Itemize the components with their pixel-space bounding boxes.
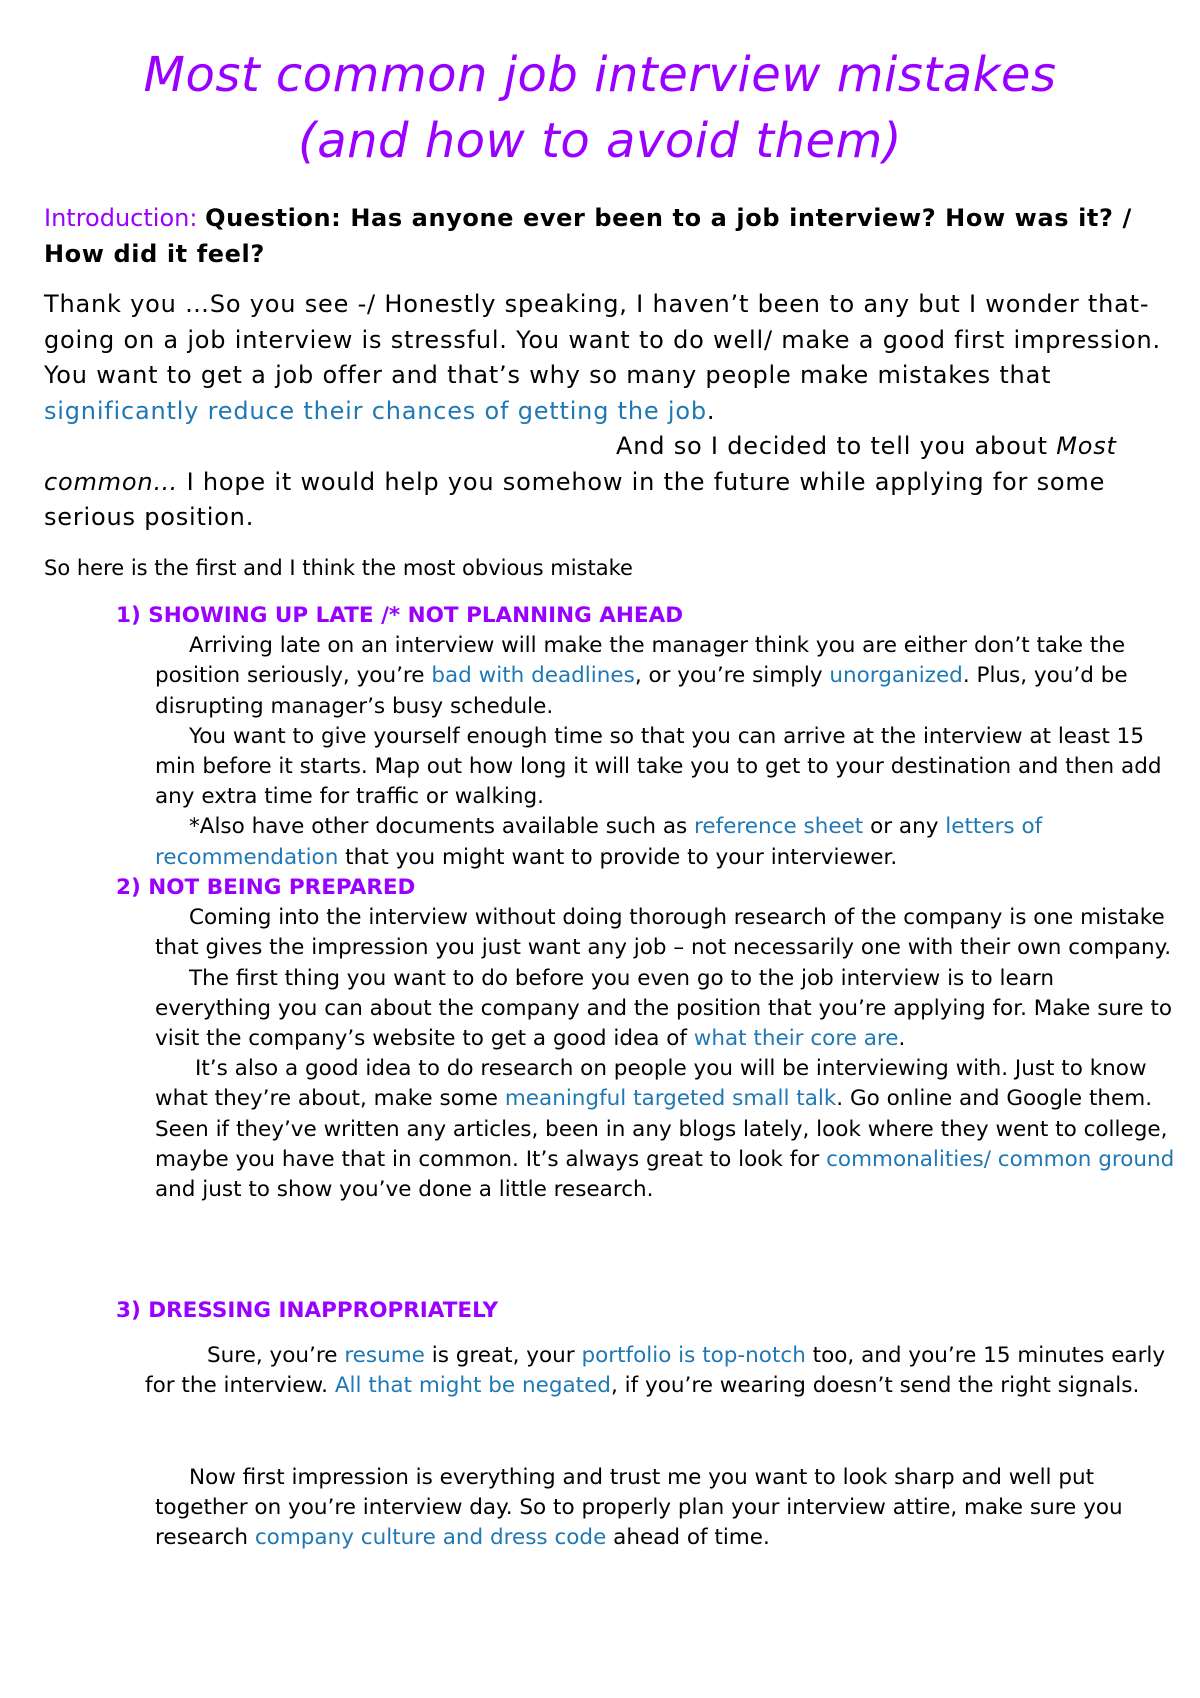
section-1-paragraph-2: You want to give yourself enough time so that you can arrive at the interview at least 15 min before it starts. Map out how long it will take you to get to your destination and then add any extra time for traffic or walking. [155,723,1162,810]
section-3-paragraph-1: Sure, you’re resume is great, your portfolio is top-notch too, and you’re 15 minutes early for the interview. All that might be negated, if you’re wearing doesn’t send the right signals. [145,1343,1166,1399]
opening-text-4: I hope it would help you somehow in the future while applying for some serious position. [44,467,1106,531]
highlight-small-talk: meaningful targeted small talk [504,1086,837,1112]
section-1-heading: 1) SHOWING UP LATE /* NOT PLANNING AHEAD [116,603,684,628]
highlight-portfolio: portfolio is top-notch [581,1343,806,1368]
opening-text-3: And so I decided to tell you about [616,432,1057,460]
introduction [44,200,1164,272]
introduction-label: Introduction: [44,204,206,232]
opening-paragraph [44,287,1164,536]
lead-sentence: So here is the first and I think the most obvious mistake [44,556,633,580]
title-line-2: (and how to avoid them) [297,113,903,169]
section-2-body [116,903,1176,1205]
highlight-bad-with-deadlines: bad with deadlines [431,663,635,689]
opening-text-2: . [706,396,716,425]
highlight-unorganized: unorganized [829,663,963,689]
section-2-paragraph-2: The first thing you want to do before you even go to the job interview is to learn everything you can about the company and the position that you’re applying for. Make sure to visit the company’s website to get a good idea of what their core are. [155,965,1173,1052]
opening-emphasis: Most common… [44,432,1117,496]
section-1-paragraph-1: Arriving late on an interview will make the manager think you are either don’t take the position seriously, you’re bad with deadlines, or you’re simply unorganized. Plus, you’d be disrupting manager’s busy schedule. [155,633,1128,719]
highlight-reduce-chances: significantly reduce their chances of getting the job [44,396,707,425]
highlight-negated: All that might be negated [334,1373,611,1399]
highlight-what-their-core-are: what their core are [693,1026,899,1052]
section-3 [116,1296,1176,1326]
section-2 [116,873,1176,1205]
section-2-heading: 2) NOT BEING PREPARED [116,875,416,900]
highlight-resume: resume [344,1343,425,1368]
section-3-paragraph-2: Now first impression is everything and trust me you want to look sharp and well put together on you’re interview day. So to properly plan your interview attire, make sure you research company culture and dress code ahead of time. [155,1465,1123,1551]
highlight-common-ground: commonalities/ common ground [826,1146,1175,1172]
highlight-reference-sheet: reference sheet [694,814,864,840]
section-1-body [116,631,1176,873]
section-2-paragraph-1: Coming into the interview without doing thorough research of the company is one mistake that gives the impression you just want any job – not necessarily one with their own company. [155,905,1172,961]
highlight-dress-code: company culture and dress code [254,1525,607,1551]
document-title [0,42,1200,174]
highlight-letters-of-recommendation: letters of recommendation [155,814,1043,870]
section-1 [116,601,1176,873]
section-1-paragraph-3: *Also have other documents available such as reference sheet or any letters of recommendation that you might want to provide to your interviewer. [155,814,1043,870]
section-3-heading: 3) DRESSING INAPPROPRIATELY [116,1298,499,1323]
introduction-question: Question: Has anyone ever been to a job interview? How was it? / How did it feel? [44,204,1132,268]
title-line-1: Most common job interview mistakes [143,47,1057,103]
section-2-paragraph-3: It’s also a good idea to do research on people you will be interviewing with. Just to know what they’re about, make some meaningful targeted small talk. Go online and Google them. Seen if they’ve written any articles, been in any blogs lately, look where they went to college, maybe you have that in common. It’s always great to look for commonalities/ common ground and just to show you’ve done a little research. [155,1056,1175,1203]
opening-text-1: Thank you …So you see -/ Honestly speaking, I haven’t been to any but I wonder that- going on a job interview is stressful. You want to do well/ make a good first impression. You want to get a job offer and that’s why so many people make mistakes that [44,290,1161,389]
